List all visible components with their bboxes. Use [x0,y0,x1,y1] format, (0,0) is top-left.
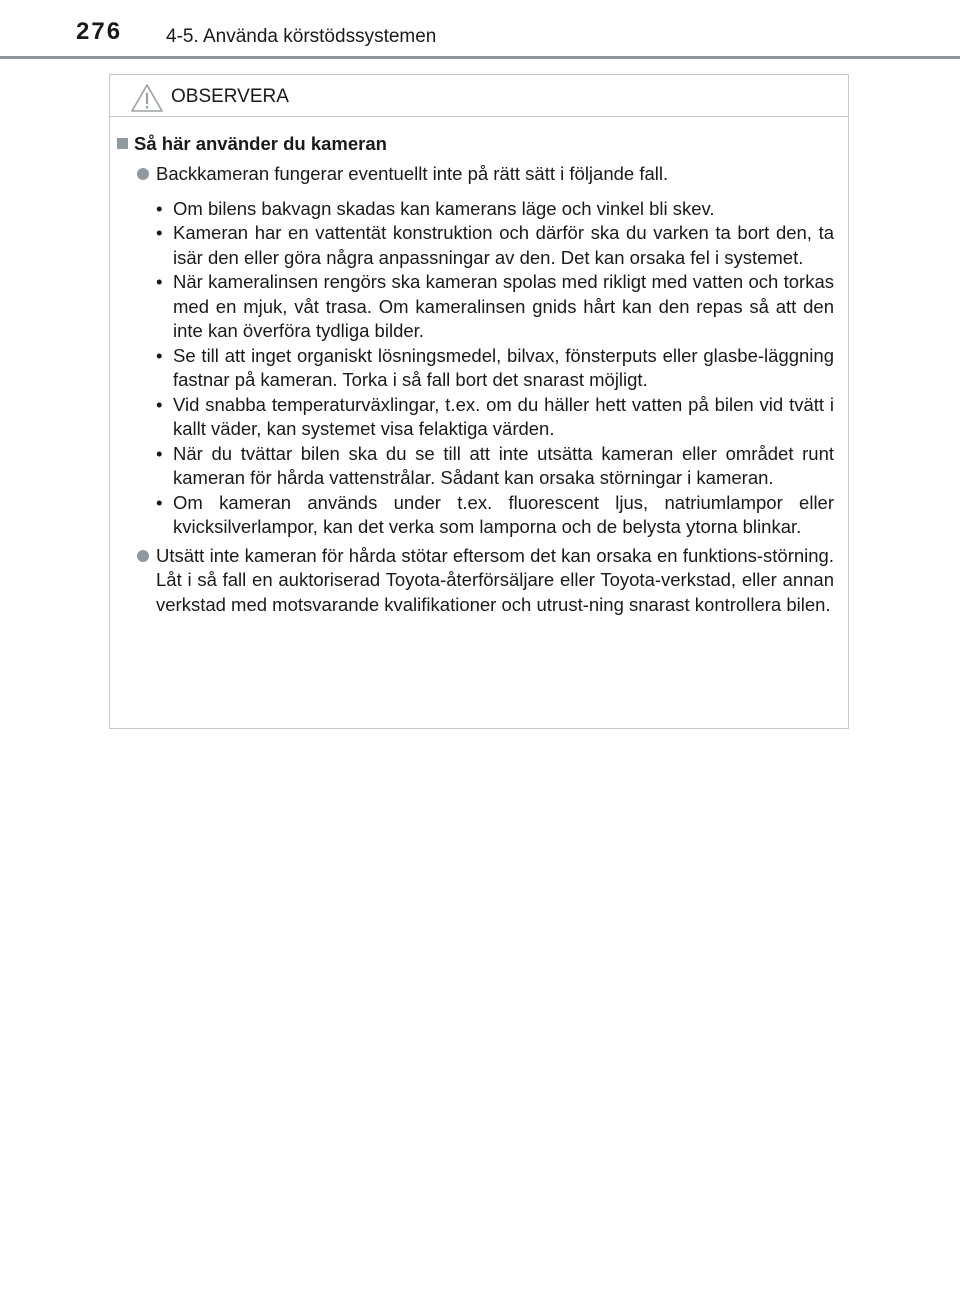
bullet-item [156,221,834,270]
bullet-item [156,344,834,393]
section-title: 4-5. Använda körstödssystemen [166,26,437,47]
list-item-text: Backkameran fungerar eventuellt inte på rätt sätt i följande fall. [156,163,669,184]
bullet-item [156,491,834,540]
bullet-text: Om kameran används under t.ex. fluorescent ljus, natriumlampor eller kvicksilverlampor, kan det verka som lamporna och de belysta ytorna blinkar. [173,491,834,537]
bullet-text: Vid snabba temperaturväxlingar, t.ex. om du häller hett vatten på bilen vid tvätt i kallt väder, kan systemet visa felaktiga värden. [173,393,834,439]
bullet-mark: • [156,222,163,243]
caution-header [110,75,848,117]
sub-bullet-list [110,197,848,540]
list-item-text: Utsätt inte kameran för hårda stötar eftersom det kan orsaka en funktions-störning. Låt i så fall en auktoriserad Toyota-återförsäljare eller Toyota-verkstad, eller annan verkstad med motsvarande kvalifikationer och utrust-ning snarast kontrollera bilen. [156,544,834,615]
bullet-item [156,393,834,442]
bullet-text: Om bilens bakvagn skadas kan kamerans läge och vinkel bli skev. [173,197,715,219]
bullet-mark: • [156,393,163,415]
bullet-mark: • [156,344,163,366]
bullet-text: När du tvättar bilen ska du se till att inte utsätta kameran eller området runt kameran för hårda vattenstrålar. Sådant kan orsaka störningar i kameran. [173,442,834,488]
list-item [156,544,834,618]
subheading-text: Så här använder du kameran [134,133,387,154]
bullet-mark: • [156,271,163,292]
bullet-item [156,270,834,344]
page-number: 276 [76,18,123,45]
header-divider [0,56,960,59]
bullet-item [156,442,834,491]
warning-triangle-icon [130,83,164,113]
list-item [156,162,834,187]
bullet-mark: • [156,197,163,219]
bullet-text: Kameran har en vattentät konstruktion och därför ska du varken ta bort den, ta isär den eller göra några anpassningar av den. Det kan orsaka fel i systemet. [173,222,834,268]
bullet-text: Se till att inget organiskt lösningsmedel, bilvax, fönsterputs eller glasbe-läggning fastnar på kameran. Torka i så fall bort det snarast möjligt. [173,344,834,390]
bullet-text: När kameralinsen rengörs ska kameran spolas med rikligt med vatten och torkas med en mjuk, våt trasa. Om kameralinsen gnids hårt kan den repas så att den inte kan överföra tydliga bilder. [173,271,834,341]
caution-box [109,74,849,729]
page-header [0,0,960,60]
bullet-mark: • [156,442,163,464]
circle-bullet-icon [137,550,149,562]
bullet-mark: • [156,491,163,513]
subheading [117,131,848,157]
caution-title: OBSERVERA [171,86,289,107]
caution-content [110,131,848,617]
circle-bullet-icon [137,168,149,180]
square-bullet-icon [117,138,128,149]
bullet-item [156,197,834,222]
